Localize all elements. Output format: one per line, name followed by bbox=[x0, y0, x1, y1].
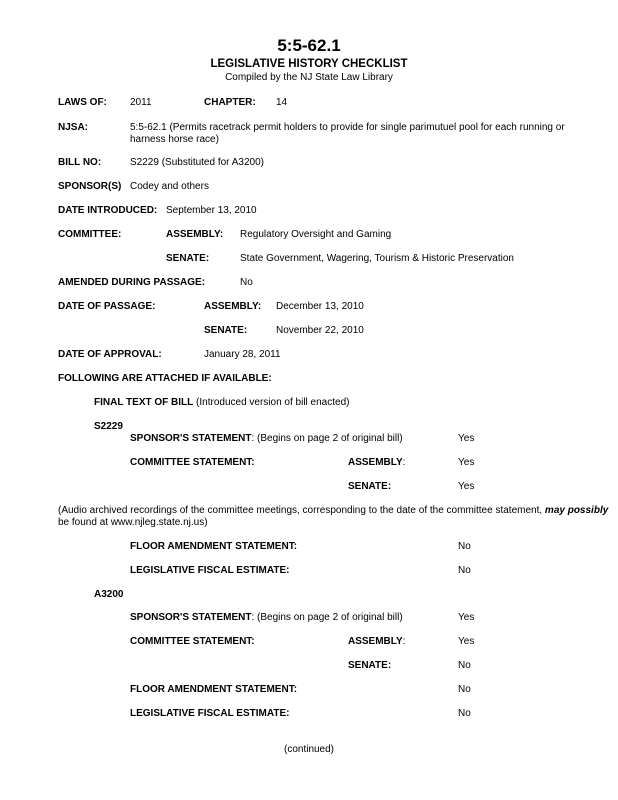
a3200-committee-label: COMMITTEE STATEMENT: bbox=[130, 636, 255, 647]
s2229-assembly-colon: : bbox=[402, 457, 406, 468]
a3200-senate-value: No bbox=[458, 660, 471, 671]
committee-label: COMMITTEE: bbox=[58, 229, 122, 240]
passage-senate-value: November 22, 2010 bbox=[276, 325, 364, 336]
njsa-label: NJSA: bbox=[58, 122, 89, 133]
page-subtitle: LEGISLATIVE HISTORY CHECKLIST bbox=[210, 58, 408, 70]
a3200-assembly-value: Yes bbox=[458, 636, 475, 647]
laws-of-value: 2011 bbox=[130, 97, 152, 108]
final-text-line bbox=[94, 397, 349, 408]
committee-assembly-label: ASSEMBLY: bbox=[166, 229, 224, 240]
compiled-by: Compiled by the NJ State Law Library bbox=[225, 72, 393, 83]
sponsor-value: Codey and others bbox=[130, 181, 209, 192]
njsa-value: 5:5-62.1 (Permits racetrack permit holders to provide for single parimutuel pool for each running or harness horse race) bbox=[130, 122, 565, 145]
audio-note-line2: be found at www.njleg.state.nj.us) bbox=[58, 517, 208, 528]
a3200-fiscal-label: LEGISLATIVE FISCAL ESTIMATE: bbox=[130, 708, 290, 719]
date-of-passage-label: DATE OF PASSAGE: bbox=[58, 301, 156, 312]
s2229-fiscal-value: No bbox=[458, 565, 471, 576]
s2229-fiscal-label: LEGISLATIVE FISCAL ESTIMATE: bbox=[130, 565, 290, 576]
a3200-floor-value: No bbox=[458, 684, 471, 695]
date-introduced-label: DATE INTRODUCED: bbox=[58, 205, 158, 216]
a3200-heading: A3200 bbox=[94, 589, 124, 600]
s2229-sponsor-value: Yes bbox=[458, 433, 475, 444]
s2229-assembly-line bbox=[348, 457, 405, 468]
passage-assembly-value: December 13, 2010 bbox=[276, 301, 364, 312]
final-text-note: (Introduced version of bill enacted) bbox=[193, 397, 350, 408]
committee-senate-value: State Government, Wagering, Tourism & Historic Preservation bbox=[240, 253, 514, 264]
passage-assembly-label: ASSEMBLY: bbox=[204, 301, 262, 312]
s2229-assembly-value: Yes bbox=[458, 457, 475, 468]
date-of-approval-label: DATE OF APPROVAL: bbox=[58, 349, 162, 360]
s2229-floor-label: FLOOR AMENDMENT STATEMENT: bbox=[130, 541, 298, 552]
a3200-sponsor-note: : (Begins on page 2 of original bill) bbox=[251, 612, 403, 623]
audio-note-line1 bbox=[58, 505, 608, 516]
chapter-label: CHAPTER: bbox=[204, 97, 256, 108]
amended-value: No bbox=[240, 277, 253, 288]
s2229-sponsor-label: SPONSOR'S STATEMENT bbox=[130, 433, 252, 444]
chapter-value: 14 bbox=[276, 97, 288, 108]
bill-no-label: BILL NO: bbox=[58, 157, 102, 168]
s2229-heading: S2229 bbox=[94, 421, 123, 432]
continued-footer: (continued) bbox=[283, 744, 335, 755]
audio-note-text: (Audio archived recordings of the committee meetings, corresponding to the date of the committee statement, bbox=[58, 505, 545, 516]
a3200-floor-label: FLOOR AMENDMENT STATEMENT: bbox=[130, 684, 298, 695]
passage-senate-label: SENATE: bbox=[204, 325, 248, 336]
a3200-sponsor-line bbox=[130, 612, 403, 623]
committee-senate-label: SENATE: bbox=[166, 253, 210, 264]
a3200-sponsor-value: Yes bbox=[458, 612, 475, 623]
bill-no-value: S2229 (Substituted for A3200) bbox=[130, 157, 264, 168]
amended-label: AMENDED DURING PASSAGE: bbox=[58, 277, 206, 288]
date-of-approval-value: January 28, 2011 bbox=[204, 349, 281, 360]
a3200-assembly-label: ASSEMBLY bbox=[348, 636, 403, 647]
sponsor-label: SPONSOR(S) bbox=[58, 181, 122, 192]
s2229-committee-label: COMMITTEE STATEMENT: bbox=[130, 457, 255, 468]
committee-assembly-value: Regulatory Oversight and Gaming bbox=[240, 229, 392, 240]
s2229-sponsor-note: : (Begins on page 2 of original bill) bbox=[251, 433, 403, 444]
s2229-sponsor-line bbox=[130, 433, 403, 444]
final-text-label: FINAL TEXT OF BILL bbox=[94, 397, 194, 408]
a3200-senate-label: SENATE: bbox=[348, 660, 392, 671]
s2229-senate-label: SENATE: bbox=[348, 481, 392, 492]
a3200-assembly-colon: : bbox=[402, 636, 406, 647]
s2229-senate-value: Yes bbox=[458, 481, 475, 492]
audio-note-emphasis: may possibly bbox=[544, 505, 609, 516]
a3200-sponsor-label: SPONSOR'S STATEMENT bbox=[130, 612, 252, 623]
attached-heading: FOLLOWING ARE ATTACHED IF AVAILABLE: bbox=[58, 373, 272, 384]
laws-of-label: LAWS OF: bbox=[58, 97, 107, 108]
a3200-assembly-line bbox=[348, 636, 405, 647]
s2229-floor-value: No bbox=[458, 541, 471, 552]
a3200-fiscal-value: No bbox=[458, 708, 471, 719]
date-introduced-value: September 13, 2010 bbox=[166, 205, 257, 216]
page-title: 5:5-62.1 bbox=[277, 36, 341, 55]
s2229-assembly-label: ASSEMBLY bbox=[348, 457, 403, 468]
